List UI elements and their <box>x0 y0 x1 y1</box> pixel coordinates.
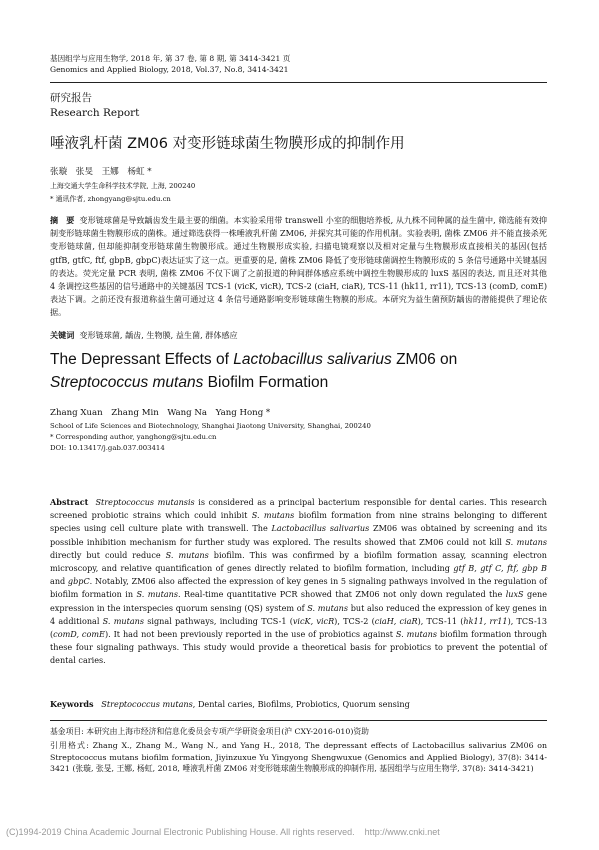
ab-species: Streptococcus mutansis <box>95 497 195 507</box>
ab-sm6: S. mutans <box>102 615 145 626</box>
abstract-cn-label: 摘 要 <box>50 215 75 225</box>
ab-sm4: S. mutans <box>136 589 179 600</box>
journal-header-en: Genomics and Applied Biology, 2018, Vol.37, No.8, 3414-3421 <box>50 64 289 74</box>
copyright-footer: (C)1994-2019 China Academic Journal Electronic Publishing House. All rights reserved. http://www.cnki.net <box>6 827 440 837</box>
journal-header <box>50 54 547 75</box>
footnote-rule <box>50 720 547 721</box>
ab-g2: ciaH, ciaR <box>374 615 418 626</box>
abstract-cn-text: 变形链球菌是导致龋齿发生最主要的细菌。本实验采用带 transwell 小室的细胞培养板, 从九株不同种属的益生菌中, 筛选能有效抑制变形链球菌生物膜形成的菌株。通过筛选获得一株唾液乳杆菌 ZM06, 并探究其可能的作用机制。实验表明, 菌株 ZM06 并不能直接杀死变形链球菌, 但却能抑制变形链球菌生物膜形成。通过生物膜形成实验, 扫描电镜观察以及相对定量与生物膜形成直接相关的基因(包括 gtfB, gtfC, ftf, gbpB, gbpC)表达证实了这一点。更重要的是, 菌株 ZM06 降低了变形链球菌调控生物膜形成的 5 条信号通路中关键基因的表达。荧光定量 PCR 表明, 菌株 ZM06 不仅下调了之前报道的种间群体感应系统中调控生物膜形成的 luxS 基因的表达, 而且还对其他 4 条调控这些基因的信号通路中的关键基因 TCS-1 (vicK, vicR), TCS-2 (ciaH, ciaR), TCS-11 (hk11, rr11), TCS-13 (comD, comE)表达下调。之前还没有报道称益生菌可通过这 4 条信号通路影响变形链球菌生物膜的形成。本研究为益生菌预防龋齿的潜能提供了理论依据。 <box>50 215 547 318</box>
ab-t7: . Notably, ZM06 also affected the expression of key genes in 5 signaling pathways involved in the regulation of biofilm formation in <box>50 576 547 600</box>
title-cn: 唾液乳杆菌 ZM06 对变形链球菌生物膜形成的抑制作用 <box>50 136 405 152</box>
title-en <box>50 348 547 394</box>
ab-t16: biofilm formation through these four signaling pathways. This study would provide a theoretical basis for probiotics to prevent the potential of dental caries. <box>50 629 547 666</box>
ab-t8: . Real-time quantitative PCR showed that ZM06 not only down regulated the <box>178 589 506 600</box>
citation-label: 引用格式: <box>50 741 89 750</box>
keywords-cn-text: 变形链球菌, 龋齿, 生物膜, 益生菌, 群体感应 <box>79 330 238 340</box>
journal-header-cn: 基因组学与应用生物学, 2018 年, 第 37 卷, 第 8 期, 第 3414-3421 页 <box>50 54 291 63</box>
section-label-cn: 研究报告 <box>50 92 92 104</box>
ab-t9: gene expression in the interspecies quorum sensing (QS) system of <box>50 589 547 613</box>
ab-t12: ), TCS-2 ( <box>334 615 375 626</box>
title-en-species1: Lactobacillus salivarius <box>233 351 392 368</box>
ab-ls: Lactobacillus salivarius <box>271 523 370 534</box>
affiliation-cn: 上海交通大学生命科学技术学院, 上海, 200240 <box>50 182 196 190</box>
email-cn: * 通讯作者, zhongyang@sjtu.edu.cn <box>50 195 171 203</box>
corresponding-en: * Corresponding author, yanghong@sjtu.edu.cn <box>50 433 217 441</box>
affiliation-block-en <box>50 421 547 454</box>
ab-t4: directly but could reduce <box>50 549 166 560</box>
section-label-en: Research Report <box>50 107 140 119</box>
abstract-en <box>50 496 547 668</box>
ab-sm7: S. mutans <box>395 629 437 640</box>
citation-en: Zhang X., Zhang M., Wang N., and Yang H., 2018, The depressant effects of Lactobacillus salivarius ZM06 on Streptococcus mutans biofilm formation, Jiyinzuxue Yu Yingyong Shengwuxue (Genomics and Applied Biology), 37(8): 3414-3421 <box>50 741 547 774</box>
title-en-part1: The Depressant Effects of <box>50 351 234 368</box>
ab-sm3: S. mutans <box>165 549 209 560</box>
ab-sm2: S. mutans <box>505 536 547 547</box>
authors-en: Zhang Xuan Zhang Min Wang Na Yang Hong * <box>50 408 271 418</box>
keywords-en-species: Streptococcus mutans <box>101 699 193 709</box>
ab-t2: biofilm formation from nine strains belonging to different species using cell culture plate with transwell. The <box>50 510 547 534</box>
ab-t11: signal pathways, including TCS-1 ( <box>144 615 293 626</box>
ab-genes: gtf B, gtf C, ftf, gbp B <box>453 563 547 574</box>
doi: DOI: 10.13417/j.gab.037.003414 <box>50 444 165 452</box>
abstract-en-label: Abstract <box>50 497 89 507</box>
ab-t1: is considered as a principal bacterium responsible for dental caries. This research screened probiotic strains which could inhibit <box>50 497 547 521</box>
ab-t5: biofilm. This was confirmed by a biofilm formation assay, scanning electron microscopy, and relative quantification of genes directly related to biofilm formation, including <box>50 549 548 574</box>
keywords-en-label: Keywords <box>50 699 94 709</box>
ab-t6: and <box>50 576 68 587</box>
section-label <box>50 91 547 121</box>
abstract-cn <box>50 214 547 320</box>
ab-t14: ), TCS-13 ( <box>50 615 547 640</box>
ab-sm1: S. mutans <box>251 510 295 521</box>
keywords-cn-label: 关键词 <box>50 330 75 340</box>
ab-t15: ). It had not been previously reported in the use of probiotics against <box>104 629 396 640</box>
ab-g3: hk11, rr11 <box>463 615 508 626</box>
funding-note: 基金项目: 本研究由上海市经济和信息化委员会专项产学研资金项目(沪 CXY-2016-010)资助 <box>50 727 369 736</box>
ab-g1: vicK, vicR <box>292 615 335 626</box>
keywords-en-text: , Dental caries, Biofilms, Probiotics, Quorum sensing <box>192 699 410 709</box>
affiliation-en: School of Life Sciences and Biotechnology, Shanghai Jiaotong University, Shanghai, 200240 <box>50 422 371 430</box>
ab-t13: ), TCS-11 ( <box>417 615 464 626</box>
title-en-species2: Streptococcus mutans <box>50 374 204 391</box>
header-rule <box>50 82 547 83</box>
keywords-cn <box>50 329 547 342</box>
ab-sm5: S. mutans <box>307 602 349 613</box>
ab-g4: comD, comE <box>53 629 105 640</box>
title-en-part3: Biofilm Formation <box>203 374 329 391</box>
title-en-part2: ZM06 on <box>391 351 458 368</box>
keywords-en <box>50 698 547 711</box>
ab-t10: but also reduced the expression of key genes in 4 additional <box>50 602 547 626</box>
ab-genec: gbpC <box>67 576 90 587</box>
ab-luxs: luxS <box>505 589 524 600</box>
citation-block <box>50 740 547 775</box>
ab-t3: ZM06 was obtained by screening and its possible inhibition mechanism for further study was explored. The results showed that ZM06 could not kill <box>50 523 547 547</box>
authors-cn: 张璇 张旻 王娜 杨虹 * <box>50 167 152 177</box>
citation-cn: (张璇, 张旻, 王娜, 杨虹, 2018, 唾液乳杆菌 ZM06 对变形链球菌生物膜形成的抑制作用, 基因组学与应用生物学, 37(8): 3414-3421) <box>72 764 534 774</box>
